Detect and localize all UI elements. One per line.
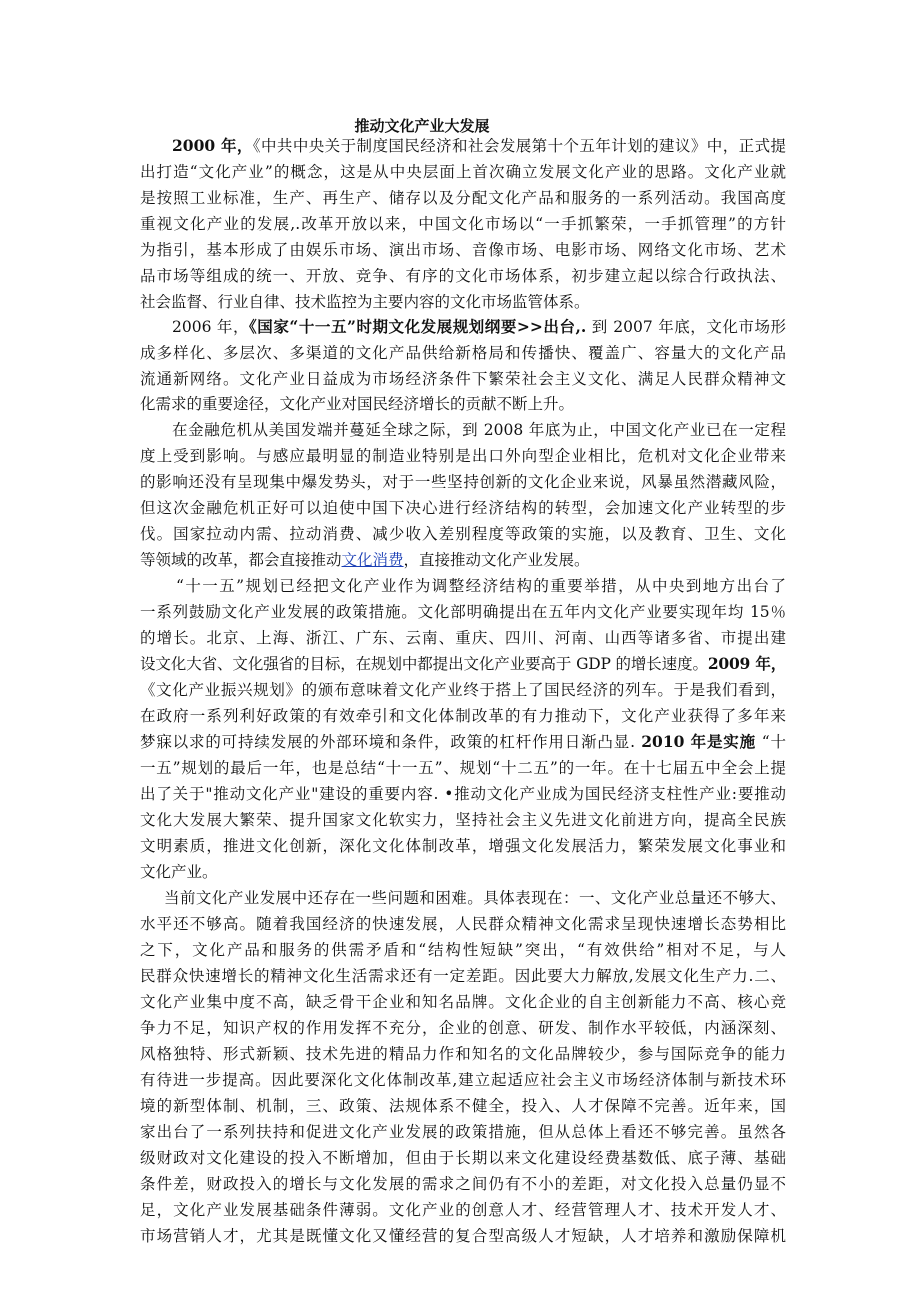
p4-line-10: 文化大发展大繁荣、提升国家文化软实力，坚持社会主义先进文化前进方向，提高全民族 bbox=[140, 811, 786, 829]
p5-line-2: 水平还不够高。随着我国经济的快速发展，人民群众精神文化需求呈现快速增长态势相比 bbox=[140, 915, 786, 933]
p2-line-3: 流通新网络。文化产业日益成为市场经济条件下繁荣社会主义文化、满足人民群众精神文 bbox=[140, 370, 786, 388]
p5-line-5: 文化产业集中度不高，缺乏骨干企业和知名品牌。文化企业的自主创新能力不高、核心竞 bbox=[140, 993, 786, 1011]
p5-line-4: 民群众快速增长的精神文化生活需求还有一定差距。因此要大力解放,发展文化生产力.二、 bbox=[140, 967, 786, 985]
p3-line-2: 度上受到影响。与感应最明显的制造业特别是出口外向型企业相比，危机对文化企业带来 bbox=[140, 447, 786, 465]
p4-line-1: “十一五”规划已经把文化产业作为调整经济结构的重要举措，从中央到地方出台了 bbox=[176, 577, 786, 595]
p3-line-5: 伐。国家拉动内需、拉动消费、减少收入差别程度等政策的实施，以及教育、卫生、文化 bbox=[140, 525, 786, 543]
p1-line-4: 重视文化产业的发展,.改革开放以来，中国文化市场以“一手抓繁荣，一手抓管理”的方针 bbox=[140, 215, 786, 233]
p4-line-5: 《文化产业振兴规划》的颁布意味着文化产业终于搭上了国民经济的列车。于是我们看到， bbox=[140, 681, 786, 699]
p5-line-9: 境的新型体制、机制，三、政策、法规体系不健全，投入、人才保障不完善。近年来，国 bbox=[140, 1097, 786, 1115]
p2-line-4: 化需求的重要途径，文化产业对国民经济增长的贡献不断上升。 bbox=[140, 395, 575, 413]
p3-line-4: 但这次金融危机正好可以迫使中国下决心进行经济结构的转型，会加速文化产业转型的步 bbox=[140, 499, 786, 517]
p3-line-6: 等领域的改革，都会直接推动文化消费，直接推动文化产业发展。 bbox=[140, 551, 590, 569]
p5-line-10: 家出台了一系列扶持和促进文化产业发展的政策措施，但从总体上看还不够完善。虽然各 bbox=[140, 1123, 786, 1141]
p1-line-5: 为指引，基本形成了由娱乐市场、演出市场、音像市场、电影市场、网络文化市场、艺术 bbox=[140, 241, 786, 259]
p4-line-12: 文化产业。 bbox=[140, 863, 218, 881]
p5-line-12: 条件差，财政投入的增长与文化发展的需求之间仍有不小的差距，对文化投入总量仍显不 bbox=[140, 1175, 786, 1193]
document-title: 推动文化产业大发展 bbox=[354, 117, 490, 135]
p4-line-9: 出了关于"推动文化产业"建设的重要内容. •推动文化产业成为国民经济支柱性产业:要推动 bbox=[140, 785, 786, 803]
p4-line-4: 设文化大省、文化强省的目标，在规划中都提出文化产业要高于 GDP 的增长速度。2009 年， bbox=[140, 654, 786, 673]
p1-line-2: 出打造“文化产业”的概念，这是从中央层面上首次确立发展文化产业的思路。文化产业就 bbox=[140, 163, 786, 181]
p5-line-7: 风格独特、形式新颖、技术先进的精品力作和知名的文化品牌较少，参与国际竞争的能力 bbox=[140, 1045, 786, 1063]
p5-line-3: 之下，文化产品和服务的供需矛盾和“结构性短缺”突出，“有效供给”相对不足，与人 bbox=[140, 941, 786, 959]
p3-line-1: 在金融危机从美国发端并蔓延全球之际，到 2008 年底为止，中国文化产业已在一定程 bbox=[172, 421, 786, 439]
p4-line-8: 一五”规划的最后一年，也是总结“十一五”、规划“十二五”的一年。在十七届五中全会上提 bbox=[140, 759, 786, 777]
p4-line-11: 文明素质，推进文化创新，深化文化体制改革，增强文化发展活力，繁荣发展文化事业和 bbox=[140, 837, 786, 855]
p3-line-3: 的影响还没有呈现集中爆发势头，对于一些坚持创新的文化企业来说，风暴虽然潜藏风险， bbox=[140, 473, 786, 491]
p1-line-1: 2000 年，《中共中央关于制度国民经济和社会发展第十个五年计划的建议》中，正式提 bbox=[172, 136, 786, 155]
p1-line-6: 品市场等组成的统一、开放、竞争、有序的文化市场体系，初步建立起以综合行政执法、 bbox=[140, 267, 786, 285]
cultural-consumption-link[interactable]: 文化消费 bbox=[341, 551, 404, 569]
p2-line-1: 2006 年，《国家“十一五”时期文化发展规划纲要>>出台,. 到 2007 年底，文化市场形 bbox=[172, 317, 787, 336]
p5-line-14: 市场营销人才，尤其是既懂文化又懂经营的复合型高级人才短缺，人才培养和激励保障机 bbox=[140, 1227, 786, 1245]
p4-line-6: 在政府一系列利好政策的有效牵引和文化体制改革的有力推动下，文化产业获得了多年来 bbox=[140, 707, 786, 725]
p4-line-2: 一系列鼓励文化产业发展的政策措施。文化部明确提出在五年内文化产业要实现年均 15％ bbox=[140, 603, 786, 621]
p4-line-7: 梦寐以求的可持续发展的外部环境和条件，政策的杠杆作用日渐凸显. 2010 年是实施 “十 bbox=[140, 732, 786, 751]
p5-line-11: 级财政对文化建设的投入不断增加，但由于长期以来文化建设经费基数低、底子薄、基础 bbox=[140, 1149, 786, 1167]
p2-line-2: 成多样化、多层次、多渠道的文化产品供给新格局和传播快、覆盖广、容量大的文化产品 bbox=[140, 344, 786, 362]
p5-line-8: 有待进一步提高。因此要深化文化体制改革,建立起适应社会主义市场经济体制与新技术环 bbox=[140, 1071, 786, 1089]
p5-line-6: 争力不足，知识产权的作用发挥不充分，企业的创意、研发、制作水平较低，内涵深刻、 bbox=[140, 1019, 786, 1037]
p4-line-3: 的增长。北京、上海、浙江、广东、云南、重庆、四川、河南、山西等诸多省、市提出建 bbox=[140, 629, 786, 647]
p5-line-1: 当前文化产业发展中还存在一些问题和困难。具体表现在：一、文化产业总量还不够大、 bbox=[164, 889, 786, 907]
p5-line-13: 足，文化产业发展基础条件薄弱。文化产业的创意人才、经营管理人才、技术开发人才、 bbox=[140, 1201, 786, 1219]
p1-line-7: 社会监督、行业自律、技术监控为主要内容的文化市场监管体系。 bbox=[140, 293, 590, 311]
p1-line-3: 是按照工业标准，生产、再生产、储存以及分配文化产品和服务的一系列活动。我国高度 bbox=[140, 189, 786, 207]
